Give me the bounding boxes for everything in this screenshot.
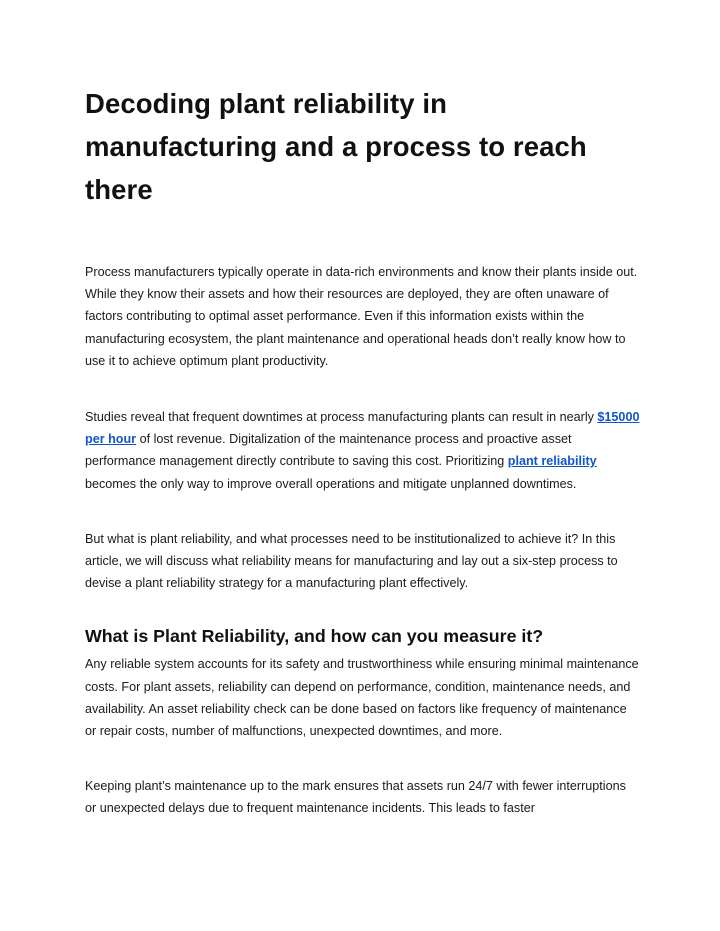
downtime-text-2: of lost revenue. Digitalization of the maintenance process and proactive asset performance management directly contribute to saving this cost. Prioritizing	[85, 432, 572, 469]
document-page	[85, 82, 640, 820]
article-overview-paragraph: But what is plant reliability, and what processes need to be institutionalized to achieve it? In this article, we will discuss what reliability means for manufacturing and lay out a six-step process to devise a plant reliability strategy for a manufacturing plant effectively.	[85, 531, 618, 591]
downtime-cost-link[interactable]: $15000 per hour	[85, 410, 640, 447]
reliability-definition-paragraph: Any reliable system accounts for its safety and trustworthiness while ensuring minimal maintenance costs. For plant assets, reliability can depend on performance, condition, maintenance needs, and availability. An asset reliability check can be done based on factors like frequency of maintenance or repair costs, number of malfunctions, unexpected downtimes, and more.	[85, 657, 639, 739]
downtime-text-3: becomes the only way to improve overall operations and mitigate unplanned downtimes.	[85, 476, 577, 491]
article-title: Decoding plant reliability in manufacturing and a process to reach there	[85, 88, 587, 205]
section-heading: What is Plant Reliability, and how can you measure it?	[85, 626, 544, 647]
downtime-paragraph	[85, 406, 640, 495]
maintenance-paragraph: Keeping plant’s maintenance up to the mark ensures that assets run 24/7 with fewer interruptions or unexpected delays due to frequent maintenance incidents. This leads to faster	[85, 779, 626, 816]
plant-reliability-link[interactable]: plant reliability	[507, 454, 597, 469]
downtime-text-1: Studies reveal that frequent downtimes at process manufacturing plants can result in nearly	[85, 410, 598, 425]
intro-paragraph: Process manufacturers typically operate in data-rich environments and know their plants inside out. While they know their assets and how their resources are deployed, they are often unaware of factors contributing to optimal asset performance. Even if this information exists within the manufacturing ecosystem, the plant maintenance and operational heads don’t really know how to use it to achieve optimum plant productivity.	[85, 265, 638, 368]
